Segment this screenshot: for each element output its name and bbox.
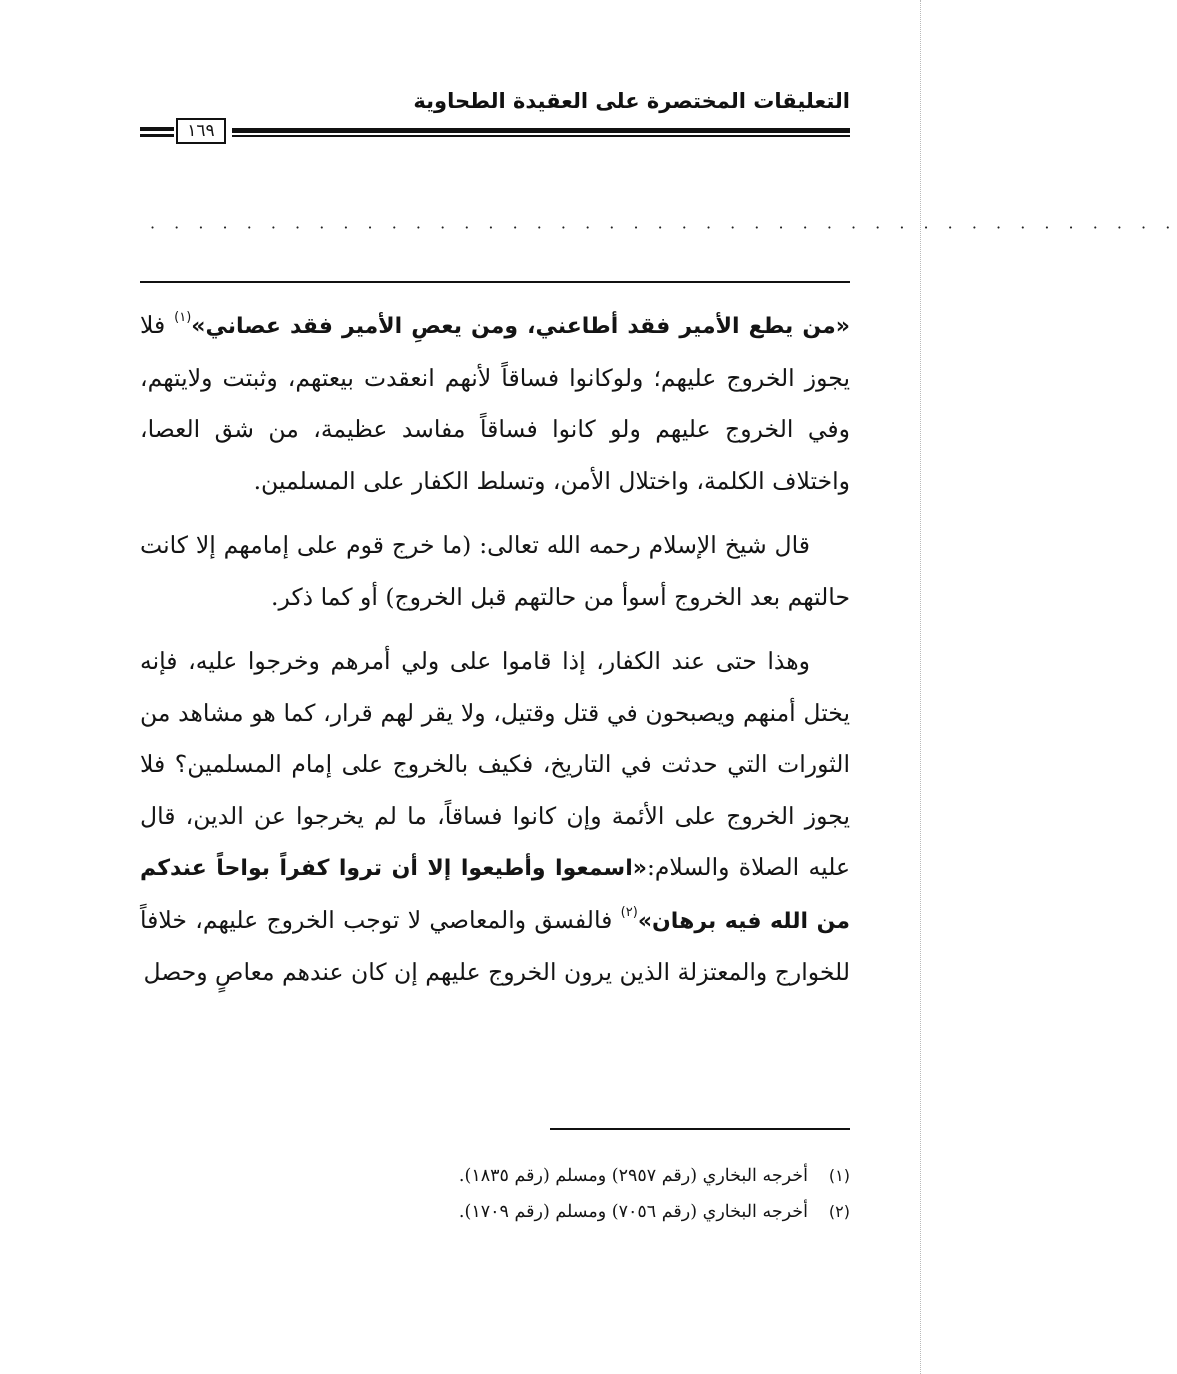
paragraph-3 (140, 636, 850, 999)
paragraph-3-text-after: فالفسق والمعاصي لا توجب الخروج عليهم، خلافاً للخوارج والمعتزلة الذين يرون الخروج عليهم إن كان عندهم معاصٍ وحصل (140, 905, 850, 986)
footnote-ref-1: (١) (174, 310, 192, 325)
footnote-rule (550, 1128, 850, 1130)
paragraph-1-text: فلا يجوز الخروج عليهم؛ ولوكانوا فساقاً لأنهم انعقدت بيعتهم، وثبتت ولايتهم، وفي الخروج عليهم ولو كانوا فساقاً مفاسد عظيمة، من شق العصا، واختلاف الكلمة، واختلال الأمن، وتسلط الكفار على المسلمين. (140, 311, 850, 495)
header-rule-left-top (140, 127, 174, 131)
hadith-quote-1: «من يطع الأمير فقد أطاعني، ومن يعصِ الأمير فقد عصاني» (191, 314, 850, 339)
footnote-number-1: (١) (828, 1166, 850, 1185)
header-rule-left-bottom (140, 134, 174, 137)
page-number: ١٦٩ (176, 118, 226, 144)
header-rule-thick (232, 128, 850, 133)
footnotes (140, 1158, 850, 1230)
paragraph-2-text: قال شيخ الإسلام رحمه الله تعالى: (ما خرج قوم على إمامهم إلا كانت حالتهم بعد الخروج أسوأ من حالتهم قبل الخروج) أو كما ذكر. (140, 531, 850, 611)
header-rule-thin (232, 135, 850, 137)
footnote-2 (140, 1194, 850, 1230)
footnote-1 (140, 1158, 850, 1194)
paragraph-1 (140, 300, 850, 507)
paragraph-3-text: وهذا حتى عند الكفار، إذا قاموا على ولي أمرهم وخرجوا عليه، فإنه يختل أمنهم ويصبحون في قتل وقتيل، ولا يقر لهم قرار، كما هو مشاهد من الثورات التي حدثت في التاريخ، فكيف بالخروج على إمام المسلمين؟ فلا يجوز الخروج على الأئمة وإن كانوا فساقاً، ما لم يخرجوا عن الدين، قال عليه الصلاة والسلام: (140, 647, 851, 881)
scan-edge (920, 0, 921, 1374)
footnote-text-2: أخرجه البخاري (رقم ٧٠٥٦) ومسلم (رقم ١٧٠٩). (458, 1202, 808, 1222)
body-text (140, 300, 850, 999)
section-divider (140, 281, 850, 283)
running-header-title: التعليقات المختصرة على العقيدة الطحاوية (413, 89, 850, 113)
footnote-ref-2: (٢) (620, 904, 638, 920)
paragraph-2 (140, 520, 850, 623)
dotted-separator: · · · · · · · · · · · · · · · · · · · · · · · · · · · · · · · · · · · · · · · · · · · (150, 218, 1177, 237)
hadith-quote-2: «اسمعوا وأطيعوا إلا أن تروا كفراً بواحاً عندكم من الله فيه برهان» (140, 856, 850, 934)
footnote-number-2: (٢) (828, 1202, 850, 1221)
footnote-text-1: أخرجه البخاري (رقم ٢٩٥٧) ومسلم (رقم ١٨٣٥). (458, 1166, 808, 1186)
